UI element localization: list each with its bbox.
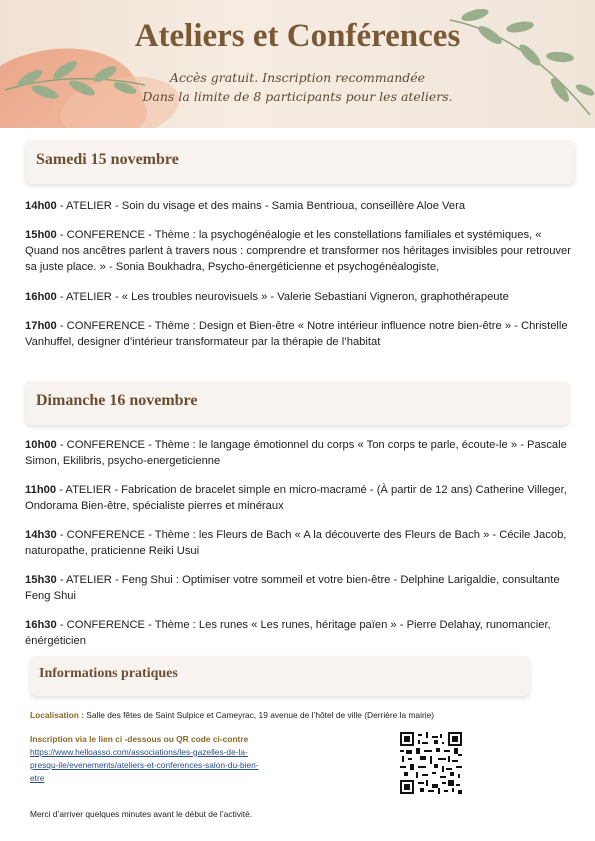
event-time: 17h00 bbox=[25, 320, 57, 332]
schedule-entry bbox=[25, 572, 573, 604]
location-text: Salle des fêtes de Saint Sulpice et Cameyrac, 19 avenue de l’hôtel de ville (Derrière la mairie) bbox=[83, 710, 435, 720]
event-text: - ATELIER - Fabrication de bracelet simple en micro-macramé - (À partir de 12 ans) Catherine Villeger, Ondorama Bien-être, spécialiste pierres et minéraux bbox=[25, 484, 567, 512]
arrival-note: Merci d’arriver quelques minutes avant le début de l’activité. bbox=[30, 809, 253, 819]
event-time: 11h00 bbox=[25, 484, 57, 496]
event-time: 14h00 bbox=[25, 200, 57, 212]
day-header-saturday bbox=[25, 140, 575, 184]
event-text: - CONFERENCE - Thème : le langage émotionnel du corps « Ton corps te parle, écoute-le » - Pascale Simon, Ekilibris, psycho-energeticienne bbox=[25, 439, 567, 467]
page-title: Ateliers et Conférences bbox=[134, 18, 461, 54]
schedule-entry bbox=[25, 617, 573, 649]
day-label: Dimanche 16 novembre bbox=[36, 392, 198, 409]
event-text: - CONFERENCE - Thème : Les runes « Les runes, héritage païen » - Pierre Delahay, runomancier, énérgéticien bbox=[25, 619, 551, 647]
event-time: 15h30 bbox=[25, 574, 57, 586]
schedule-entry bbox=[25, 318, 573, 350]
day-label: Samedi 15 novembre bbox=[36, 151, 179, 168]
schedule-entry bbox=[25, 482, 573, 514]
schedule-entry bbox=[25, 289, 573, 305]
event-text: - CONFERENCE - Thème : les Fleurs de Bach « A la découverte des Fleurs de Bach » - Cécile Jacob, naturopathe, praticienne Reiki Usui bbox=[25, 529, 567, 557]
event-time: 14h30 bbox=[25, 529, 57, 541]
page-header bbox=[0, 0, 595, 128]
registration-link[interactable]: etre bbox=[30, 773, 45, 783]
schedule-entry bbox=[25, 227, 573, 275]
schedule-entry bbox=[25, 198, 573, 214]
subtitle-line: Dans la limite de 8 participants pour les ateliers. bbox=[142, 89, 453, 104]
event-text: - ATELIER - « Les troubles neurovisuels » - Valerie Sebastiani Vigneron, graphothérapeute bbox=[56, 291, 509, 303]
event-time: 16h30 bbox=[25, 619, 57, 631]
event-text: - ATELIER - Feng Shui : Optimiser votre sommeil et votre bien-être - Delphine Larigaldie, consultante Feng Shui bbox=[25, 574, 560, 602]
location-line bbox=[30, 709, 550, 722]
inscription-label: Inscription via le lien ci -dessous ou QR code ci-contre bbox=[30, 734, 249, 744]
subtitle-line: Accès gratuit. Inscription recommandée bbox=[169, 70, 426, 85]
event-text: - CONFERENCE - Thème : la psychogénéalogie et les constellations familiales et systémiques, « Quand nos ancêtres parlent à travers nous : comprendre et transformer nos héritages invisibles pour retrouver sa juste place. » - Sonia Boukhadra, Psycho-énergéticienne et psychogénéalogiste, bbox=[25, 229, 571, 273]
registration-link[interactable]: https://www.helloasso.com/associations/les-gazelles-de-la- bbox=[30, 747, 248, 757]
event-time: 15h00 bbox=[25, 229, 57, 241]
day-header-sunday bbox=[25, 381, 569, 425]
event-text: - ATELIER - Soin du visage et des mains - Samia Bentrioua, conseillère Aloe Vera bbox=[56, 200, 466, 212]
schedule-entry bbox=[25, 437, 573, 469]
info-heading: Informations pratiques bbox=[39, 666, 178, 681]
event-time: 16h00 bbox=[25, 291, 57, 303]
schedule-entry bbox=[25, 527, 573, 559]
info-header bbox=[30, 656, 530, 696]
qr-code-icon[interactable] bbox=[400, 732, 462, 794]
event-text: - CONFERENCE - Thème : Design et Bien-être « Notre intérieur influence notre bien-être » - Christelle Vanhuffel, designer d’intérieur transformateur par la thérapie de l’habitat bbox=[25, 320, 568, 348]
event-time: 10h00 bbox=[25, 439, 57, 451]
registration-link[interactable]: presqu-ile/evenements/ateliers-et-conferences-salon-du-bien- bbox=[30, 760, 259, 770]
location-label: Localisation : bbox=[30, 710, 84, 720]
